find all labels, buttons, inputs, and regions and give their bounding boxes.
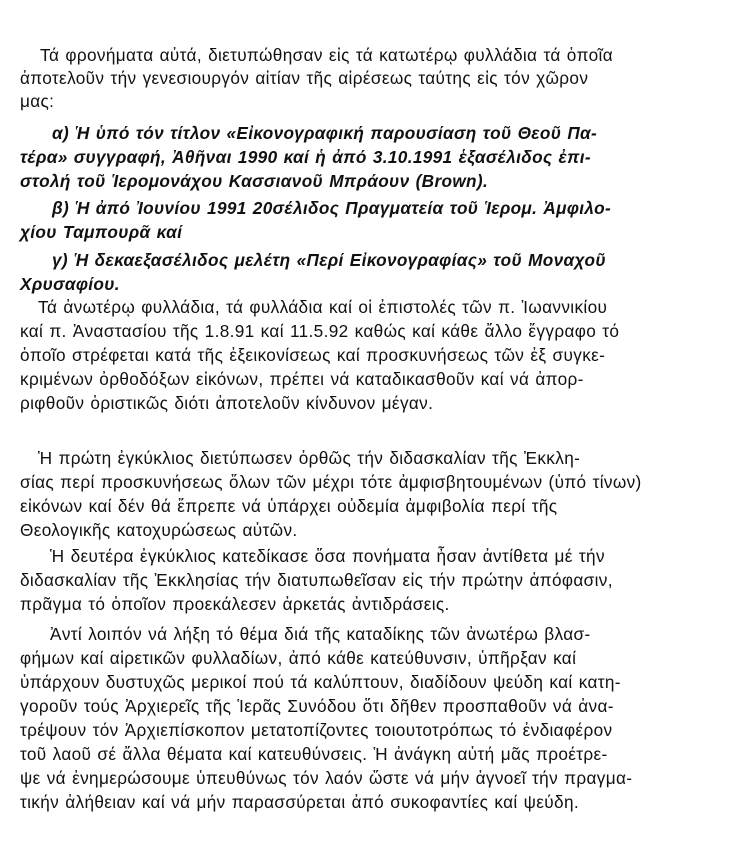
text-line: τοῦ λαοῦ σέ ἄλλα θέματα καί κατευθύνσεις. Ἡ ἀνάγκη αὐτή μᾶς προέτρε- <box>20 744 608 764</box>
list-item-a-line: στολή τοῦ Ἱερομονάχου Κασσιανοῦ Μπράουν (Brown). <box>20 171 489 191</box>
list-item-c-line: Χρυσαφίου. <box>20 274 120 294</box>
text-line: καί π. Ἀναστασίου τῆς 1.8.91 καί 11.5.92 καθώς καί κάθε ἄλλο ἔγγραφο τό <box>20 321 620 341</box>
list-item-b-line: χίου Ταμπουρᾶ καί <box>20 222 183 242</box>
text-line: κριμένων ὀρθοδόξων εἰκόνων, πρέπει νά καταδικασθοῦν καί νά ἀπορ- <box>20 369 584 389</box>
list-item-a-line: α) Ἡ ὑπό τόν τίτλον «Εἰκονογραφική παρουσίαση τοῦ Θεοῦ Πα- <box>52 123 598 143</box>
text-line: ριφθοῦν ὁριστικῶς διότι ἀποτελοῦν κίνδυνον μέγαν. <box>20 393 434 413</box>
text-line: Τά ἀνωτέρῳ φυλλάδια, τά φυλλάδια καί οἱ ἐπιστολές τῶν π. Ἰωαννικίου <box>38 297 608 317</box>
list-item-b-line: β) Ἡ ἀπό Ἰουνίου 1991 20σέλιδος Πραγματεία τοῦ Ἱερομ. Ἀμφιλο- <box>52 198 612 218</box>
text-line: Θεολογικῆς κατοχυρώσεως αὐτῶν. <box>20 520 298 540</box>
text-line: τικήν ἀλήθειαν καί νά μήν παρασσύρεται ἀπό συκοφαντίες καί ψεύδη. <box>20 792 579 812</box>
text-line: ὑπάρχουν δυστυχῶς μερικοί πού τά καλύπτουν, διαδίδουν ψεύδη καί κατη- <box>20 672 621 692</box>
text-line: Ἀντί λοιπόν νά λήξη τό θέμα διά τῆς καταδίκης τῶν ἀνωτέρω βλασ- <box>50 624 591 644</box>
list-item-c-line: γ) Ἡ δεκαεξασέλιδος μελέτη «Περί Εἰκονογραφίας» τοῦ Μοναχοῦ <box>52 250 606 270</box>
list-item-a-line: τέρα» συγγραφή, Ἀθῆναι 1990 καί ἡ ἀπό 3.10.1991 ἑξασέλιδος ἐπι- <box>20 147 591 167</box>
text-line: Τά φρονήματα αὐτά, διετυπώθησαν εἰς τά κατωτέρῳ φυλλάδια τά ὁποῖα <box>40 45 613 65</box>
text-line: πρᾶγμα τό ὁποῖον προεκάλεσεν ἀρκετάς ἀντιδράσεις. <box>20 594 450 614</box>
text-line: μας: <box>20 91 55 111</box>
text-line: γοροῦν τούς Ἀρχιερεῖς τῆς Ἱερᾶς Συνόδου ὅτι δῆθεν προσπαθοῦν νά ἀνα- <box>20 696 614 716</box>
text-line: σίας περί προσκυνήσεως ὅλων τῶν μέχρι τότε ἀμφισβητουμένων (ὑπό τίνων) <box>20 472 642 492</box>
text-line: τρέψουν τόν Ἀρχιεπίσκοπον μετατοπίζοντες τοιουτοτρόπως τό ἐνδιαφέρον <box>20 720 613 740</box>
text-line: εἰκόνων καί δέν θά ἔπρεπε νά ὑπάρχει οὐδεμία ἀμφιβολία περί τῆς <box>20 496 558 516</box>
text-line: ὁποῖο στρέφεται κατά τῆς ἐξεικονίσεως καί προσκυνήσεως τῶν ἐξ συγκε- <box>20 345 606 365</box>
text-line: φήμων καί αἱρετικῶν φυλλαδίων, ἀπό κάθε κατεύθυνσιν, ὑπῆρξαν καί <box>20 648 577 668</box>
text-line: Ἡ πρώτη ἐγκύκλιος διετύπωσεν ὀρθῶς τήν διδασκαλίαν τῆς Ἐκκλη- <box>38 448 581 468</box>
text-line: ψε νά ἐνημερώσουμε ὑπευθύνως τόν λαόν ὥστε νά μήν ἀγνοεῖ τήν πραγμα- <box>20 768 633 788</box>
text-line: Ἡ δευτέρα ἐγκύκλιος κατεδίκασε ὅσα πονήματα ἦσαν ἀντίθετα μέ τήν <box>50 546 605 566</box>
text-line: ἀποτελοῦν τήν γενεσιουργόν αἰτίαν τῆς αἱρέσεως ταύτης εἰς τόν χῶρον <box>20 68 589 88</box>
text-line: διδασκαλίαν τῆς Ἐκκλησίας τήν διατυπωθεῖσαν εἰς τήν πρώτην ἀπόφασιν, <box>20 570 613 590</box>
